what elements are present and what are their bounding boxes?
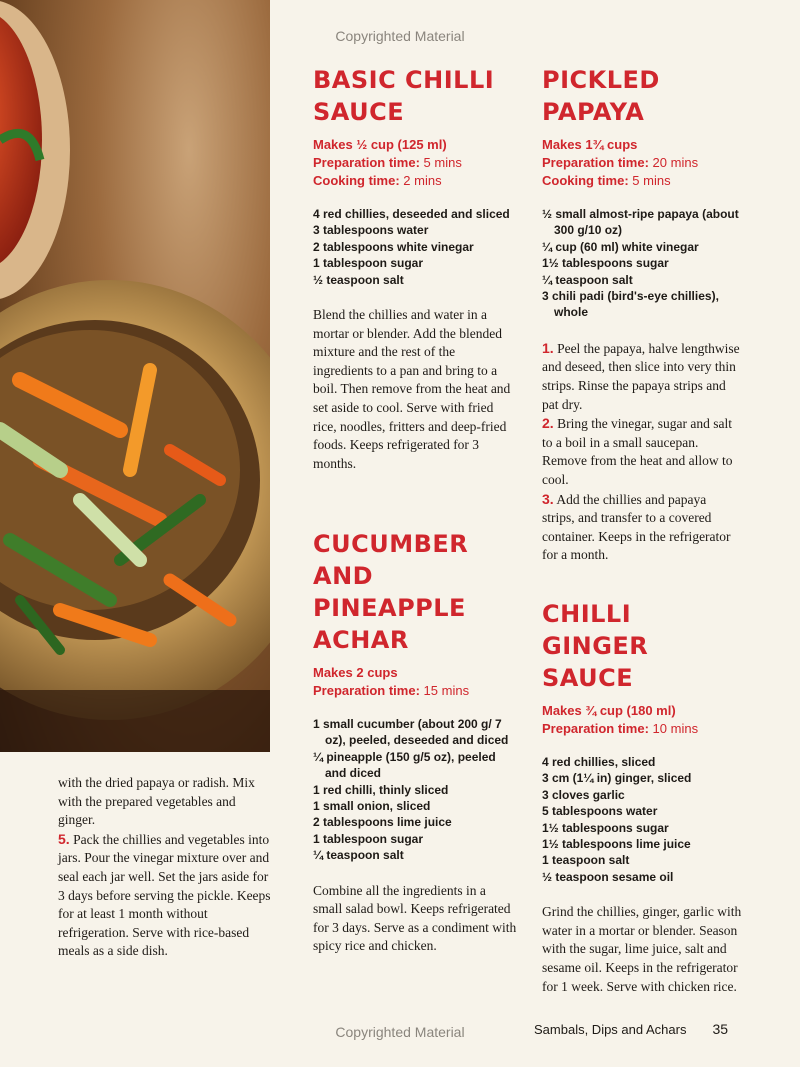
recipe-cucumber-pineapple-achar — [313, 528, 518, 956]
prep-value: 10 mins — [652, 721, 699, 736]
prep-value: 15 mins — [423, 683, 470, 698]
ingredient-list — [313, 206, 518, 288]
watermark-bottom: Copyrighted Material — [335, 1024, 465, 1040]
method-text: Blend the chillies and water in a mortar or blender. Add the blended mixture and the rest of the ingredients to a pan and bring to a boil. Then remove from the heat and set aside to cool. Serve with fried rice, noodles, fritters and deep-fried foods. Keeps refrigerated for 3 months. — [313, 307, 511, 471]
ingredient: 2 tablespoons lime juice — [313, 815, 452, 830]
recipe-basic-chilli-sauce — [313, 64, 518, 473]
page-footer — [534, 1021, 728, 1037]
page-number: 35 — [712, 1021, 729, 1037]
method-text: Grind the chillies, ginger, garlic with water in a mortar or blender. Season with the sugar, lime juice, salt and sesame oil. Keeps in the refrigerator for 1 week. Serve with chicken rice. — [542, 904, 742, 994]
ingredient: 3 chili padi (bird's-eye chillies), whole — [542, 289, 719, 320]
recipe-pickled-papaya — [542, 64, 742, 565]
makes-label: Makes — [313, 665, 353, 680]
step-number: 5. — [58, 830, 70, 847]
section-title: Sambals, Dips and Achars — [534, 1022, 687, 1037]
makes-label: Makes — [542, 137, 582, 152]
ingredient: ¼ teaspoon salt — [313, 848, 404, 863]
step-text: Peel the papaya, halve lengthwise and deseed, then slice into very thin strips. Rinse the papaya strips and pat dry. — [542, 340, 740, 412]
ingredient: 1 teaspoon salt — [542, 853, 630, 868]
step-text: Pack the chillies and vegetables into jars. Pour the vinegar mixture over and seal each jar well. Set the jars aside for 3 days before serving the pickle. Keeps for at least 1 month without refrigeration. Serve with rice-based meals as a side dish. — [58, 831, 271, 959]
ingredient: 1 tablespoon sugar — [313, 831, 424, 846]
makes-label: Makes — [542, 703, 582, 718]
ingredient: 4 red chillies, sliced — [542, 755, 656, 769]
ingredient-list — [542, 206, 742, 321]
ingredient: 3 cloves garlic — [542, 787, 625, 802]
recipe-title: BASIC CHILLI SAUCE — [313, 66, 495, 126]
continuation-column — [58, 774, 273, 961]
ingredient: 1 tablespoon sugar — [313, 256, 424, 271]
recipe-meta — [542, 136, 742, 190]
step-number: 3. — [542, 490, 554, 507]
cook-label: Cooking time: — [313, 173, 400, 188]
makes-label: Makes — [313, 137, 353, 152]
step-1 — [542, 339, 742, 414]
ingredient: ¼ teaspoon salt — [542, 272, 633, 287]
ingredient: 1 small onion, sliced — [313, 799, 431, 814]
ingredient: 3 tablespoons water — [313, 223, 429, 238]
makes-value: 1¾ cups — [585, 137, 638, 152]
cook-label: Cooking time: — [542, 173, 629, 188]
ingredient: ½ small almost-ripe papaya (about 300 g/10 oz) — [542, 207, 739, 238]
ingredient: 1½ tablespoons sugar — [542, 256, 669, 271]
prep-label: Preparation time: — [542, 155, 649, 170]
watermark-top: Copyrighted Material — [335, 28, 465, 44]
step-5 — [58, 830, 273, 961]
ingredient: 1 small cucumber (about 200 g/ 7 oz), peeled, deseeded and diced — [313, 717, 509, 748]
step-3 — [542, 490, 742, 565]
ingredient: ½ teaspoon salt — [313, 272, 404, 287]
vegetable-bowl-illustration — [0, 0, 270, 752]
prep-label: Preparation time: — [542, 721, 649, 736]
prep-value: 20 mins — [652, 155, 699, 170]
recipe-title: CHILLI GINGER SAUCE — [542, 600, 649, 692]
ingredient: 3 cm (1¼ in) ginger, sliced — [542, 771, 692, 786]
step-text: Bring the vinegar, sugar and salt to a boil in a small saucepan. Remove from the heat and allow to cool. — [542, 416, 733, 487]
recipe-meta — [542, 702, 742, 738]
recipe-title: PICKLED PAPAYA — [542, 66, 660, 126]
step-number: 1. — [542, 339, 554, 356]
ingredient: ¼ cup (60 ml) white vinegar — [542, 239, 699, 254]
ingredient: 5 tablespoons water — [542, 804, 658, 819]
recipe-meta — [313, 664, 518, 700]
prep-label: Preparation time: — [313, 155, 420, 170]
cook-value: 2 mins — [403, 173, 442, 188]
cook-value: 5 mins — [632, 173, 671, 188]
makes-value: ¾ cup (180 ml) — [585, 703, 676, 718]
ingredient: 2 tablespoons white vinegar — [313, 239, 474, 254]
continuation-text: with the dried papaya or radish. Mix with the prepared vegetables and ginger. — [58, 775, 255, 828]
ingredient: 1½ tablespoons sugar — [542, 820, 669, 835]
method-text: Combine all the ingredients in a small salad bowl. Keeps refrigerated for 3 days. Serve as a condiment with spicy rice and chicken. — [313, 882, 517, 954]
ingredient-list — [313, 716, 518, 864]
ingredient-list — [542, 754, 742, 885]
step-number: 2. — [542, 415, 554, 432]
prep-value: 5 mins — [423, 155, 462, 170]
ingredient: 1 red chilli, thinly sliced — [313, 782, 449, 797]
recipe-title: CUCUMBER AND PINEAPPLE ACHAR — [313, 530, 469, 654]
step-text: Add the chillies and papaya strips, and transfer to a covered container. Keeps in the refrigerator for a month. — [542, 491, 731, 563]
ingredient: 1½ tablespoons lime juice — [542, 837, 691, 852]
recipe-chilli-ginger-sauce — [542, 598, 742, 996]
step-2 — [542, 414, 742, 489]
prep-label: Preparation time: — [313, 683, 420, 698]
ingredient: 4 red chillies, deseeded and sliced — [313, 207, 510, 221]
ingredient: ½ teaspoon sesame oil — [542, 869, 674, 884]
food-photo — [0, 0, 270, 752]
makes-value: 2 cups — [356, 665, 398, 680]
recipe-meta — [313, 136, 518, 190]
ingredient: ¼ pineapple (150 g/5 oz), peeled and diced — [313, 749, 496, 781]
makes-value: ½ cup (125 ml) — [356, 137, 447, 152]
